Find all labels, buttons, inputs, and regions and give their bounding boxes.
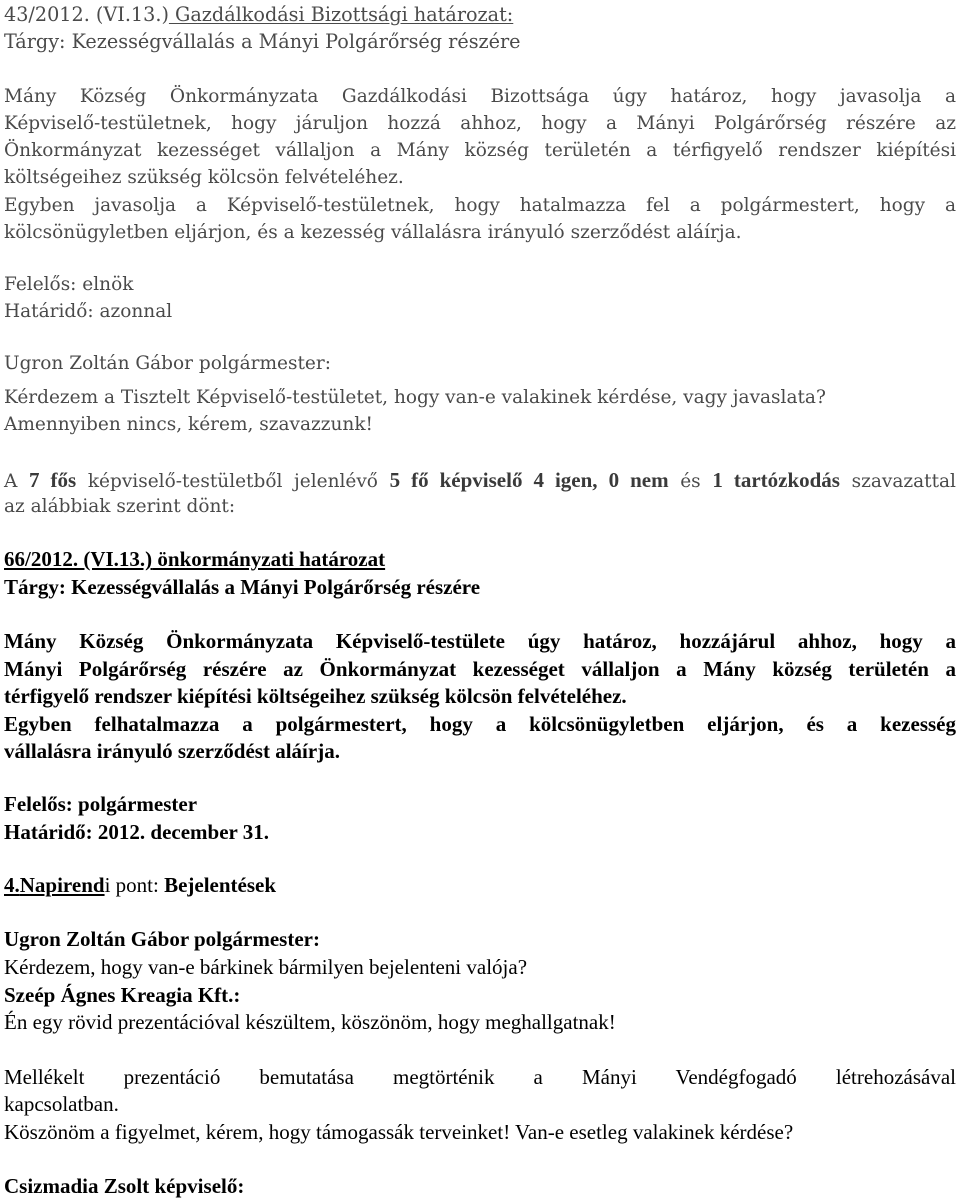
prev-resolution-header [4,2,513,28]
prev-resolution-line: Mány Község Önkormányzata Gazdálkodási Bizottsága úgy határoz, hogy javasolja a [4,86,956,107]
speaker-company: Szeép Ágnes Kreagia Kft.: [4,983,241,1007]
agenda-word: Napirend [19,873,105,897]
prev-resolution-line: költségeihez szükség kölcsön felvételéhez. [4,167,404,188]
agenda-heading [4,872,276,898]
mayor-question-line: Kérdezem a Tisztelt Képviselő-testületet, hogy van-e valakinek kérdése, vagy javaslata? [4,387,826,408]
resolution-header [4,546,385,572]
speaker-councillor: Csizmadia Zsolt képviselő: [4,1174,245,1198]
agenda-tail: i pont: [104,873,165,897]
prev-resolution-line: Önkormányzat kezességet vállaljon a Mány község területén a térfigyelő rendszer kiépítési [4,140,956,161]
vote-abstain: 1 tartózkodás [712,468,840,492]
mayor-announcement: Kérdezem, hogy van-e bárkinek bármilyen bejelenteni valója? [4,955,528,979]
prev-resolution-responsible: Felelős: elnök [4,274,134,295]
vote-result-line2: az alábbiak szerint dönt: [4,496,236,517]
speaker-mayor: Ugron Zoltán Gábor polgármester: [4,353,331,374]
vote-members: 7 fős [29,468,77,492]
presentation-note-line2: kapcsolatban. [4,1092,119,1116]
resolution-line: Mányi Polgárőrség részére az Önkormányzat kezességet vállaljon a Mány község területén a [4,657,956,681]
vote-present: 5 fő képviselő 4 igen, 0 nem [389,468,669,492]
resolution-subject: Tárgy: Kezességvállalás a Mányi Polgárőrség részére [4,575,481,599]
prev-resolution-number: 43/2012. (VI.13.) [4,3,169,26]
prev-resolution-line: Képviselő-testületnek, hogy járuljon hozzá ahhoz, hogy a Mányi Polgárőrség részére az [4,113,956,134]
prev-resolution-type: Gazdálkodási Bizottsági határozat: [168,3,514,26]
resolution-line: Egyben felhatalmazza a polgármestert, hogy a kölcsönügyletben eljárjon, és a kezesség [4,712,956,736]
resolution-deadline: Határidő: 2012. december 31. [4,820,269,844]
agenda-title: Bejelentések [164,873,277,897]
prev-resolution-line: kölcsönügyletben eljárjon, és a kezesség vállalásra irányuló szerződést aláírja. [4,222,742,243]
prev-resolution-deadline: Határidő: azonnal [4,301,173,322]
prev-resolution-subject: Tárgy: Kezességvállalás a Mányi Polgárőrség részére [4,30,521,53]
mayor-question-line: Amennyiben nincs, kérem, szavazzunk! [4,414,373,435]
company-statement: Én egy rövid prezentációval készültem, köszönöm, hogy meghallgatnak! [4,1010,616,1034]
resolution-type: önkormányzati határozat [152,547,386,571]
presentation-note: Mellékelt prezentáció bemutatása megtörténik a Mányi Vendégfogadó létrehozásával [4,1065,956,1089]
company-thanks: Köszönöm a figyelmet, kérem, hogy támogassák terveinket! Van-e esetleg valakinek kérdése? [4,1120,794,1144]
resolution-responsible: Felelős: polgármester [4,792,198,816]
speaker-mayor: Ugron Zoltán Gábor polgármester: [4,927,320,951]
resolution-line: vállalásra irányuló szerződést aláírja. [4,739,340,763]
vote-result: A 7 fős képviselő-testületből jelenlévő 5 fő képviselő 4 igen, 0 nem és 1 tartózkodás szavazattal [4,468,956,492]
resolution-number: 66/2012. (VI.13.) [4,547,153,571]
agenda-number: 4. [4,873,20,897]
resolution-line: Mány Község Önkormányzata Képviselő-testülete úgy határoz, hozzájárul ahhoz, hogy a [4,629,956,653]
prev-resolution-line: Egyben javasolja a Képviselő-testületnek, hogy hatalmazza fel a polgármestert, hogy a [4,195,956,216]
resolution-line: térfigyelő rendszer kiépítési költségeihez szükség kölcsön felvételéhez. [4,684,627,708]
